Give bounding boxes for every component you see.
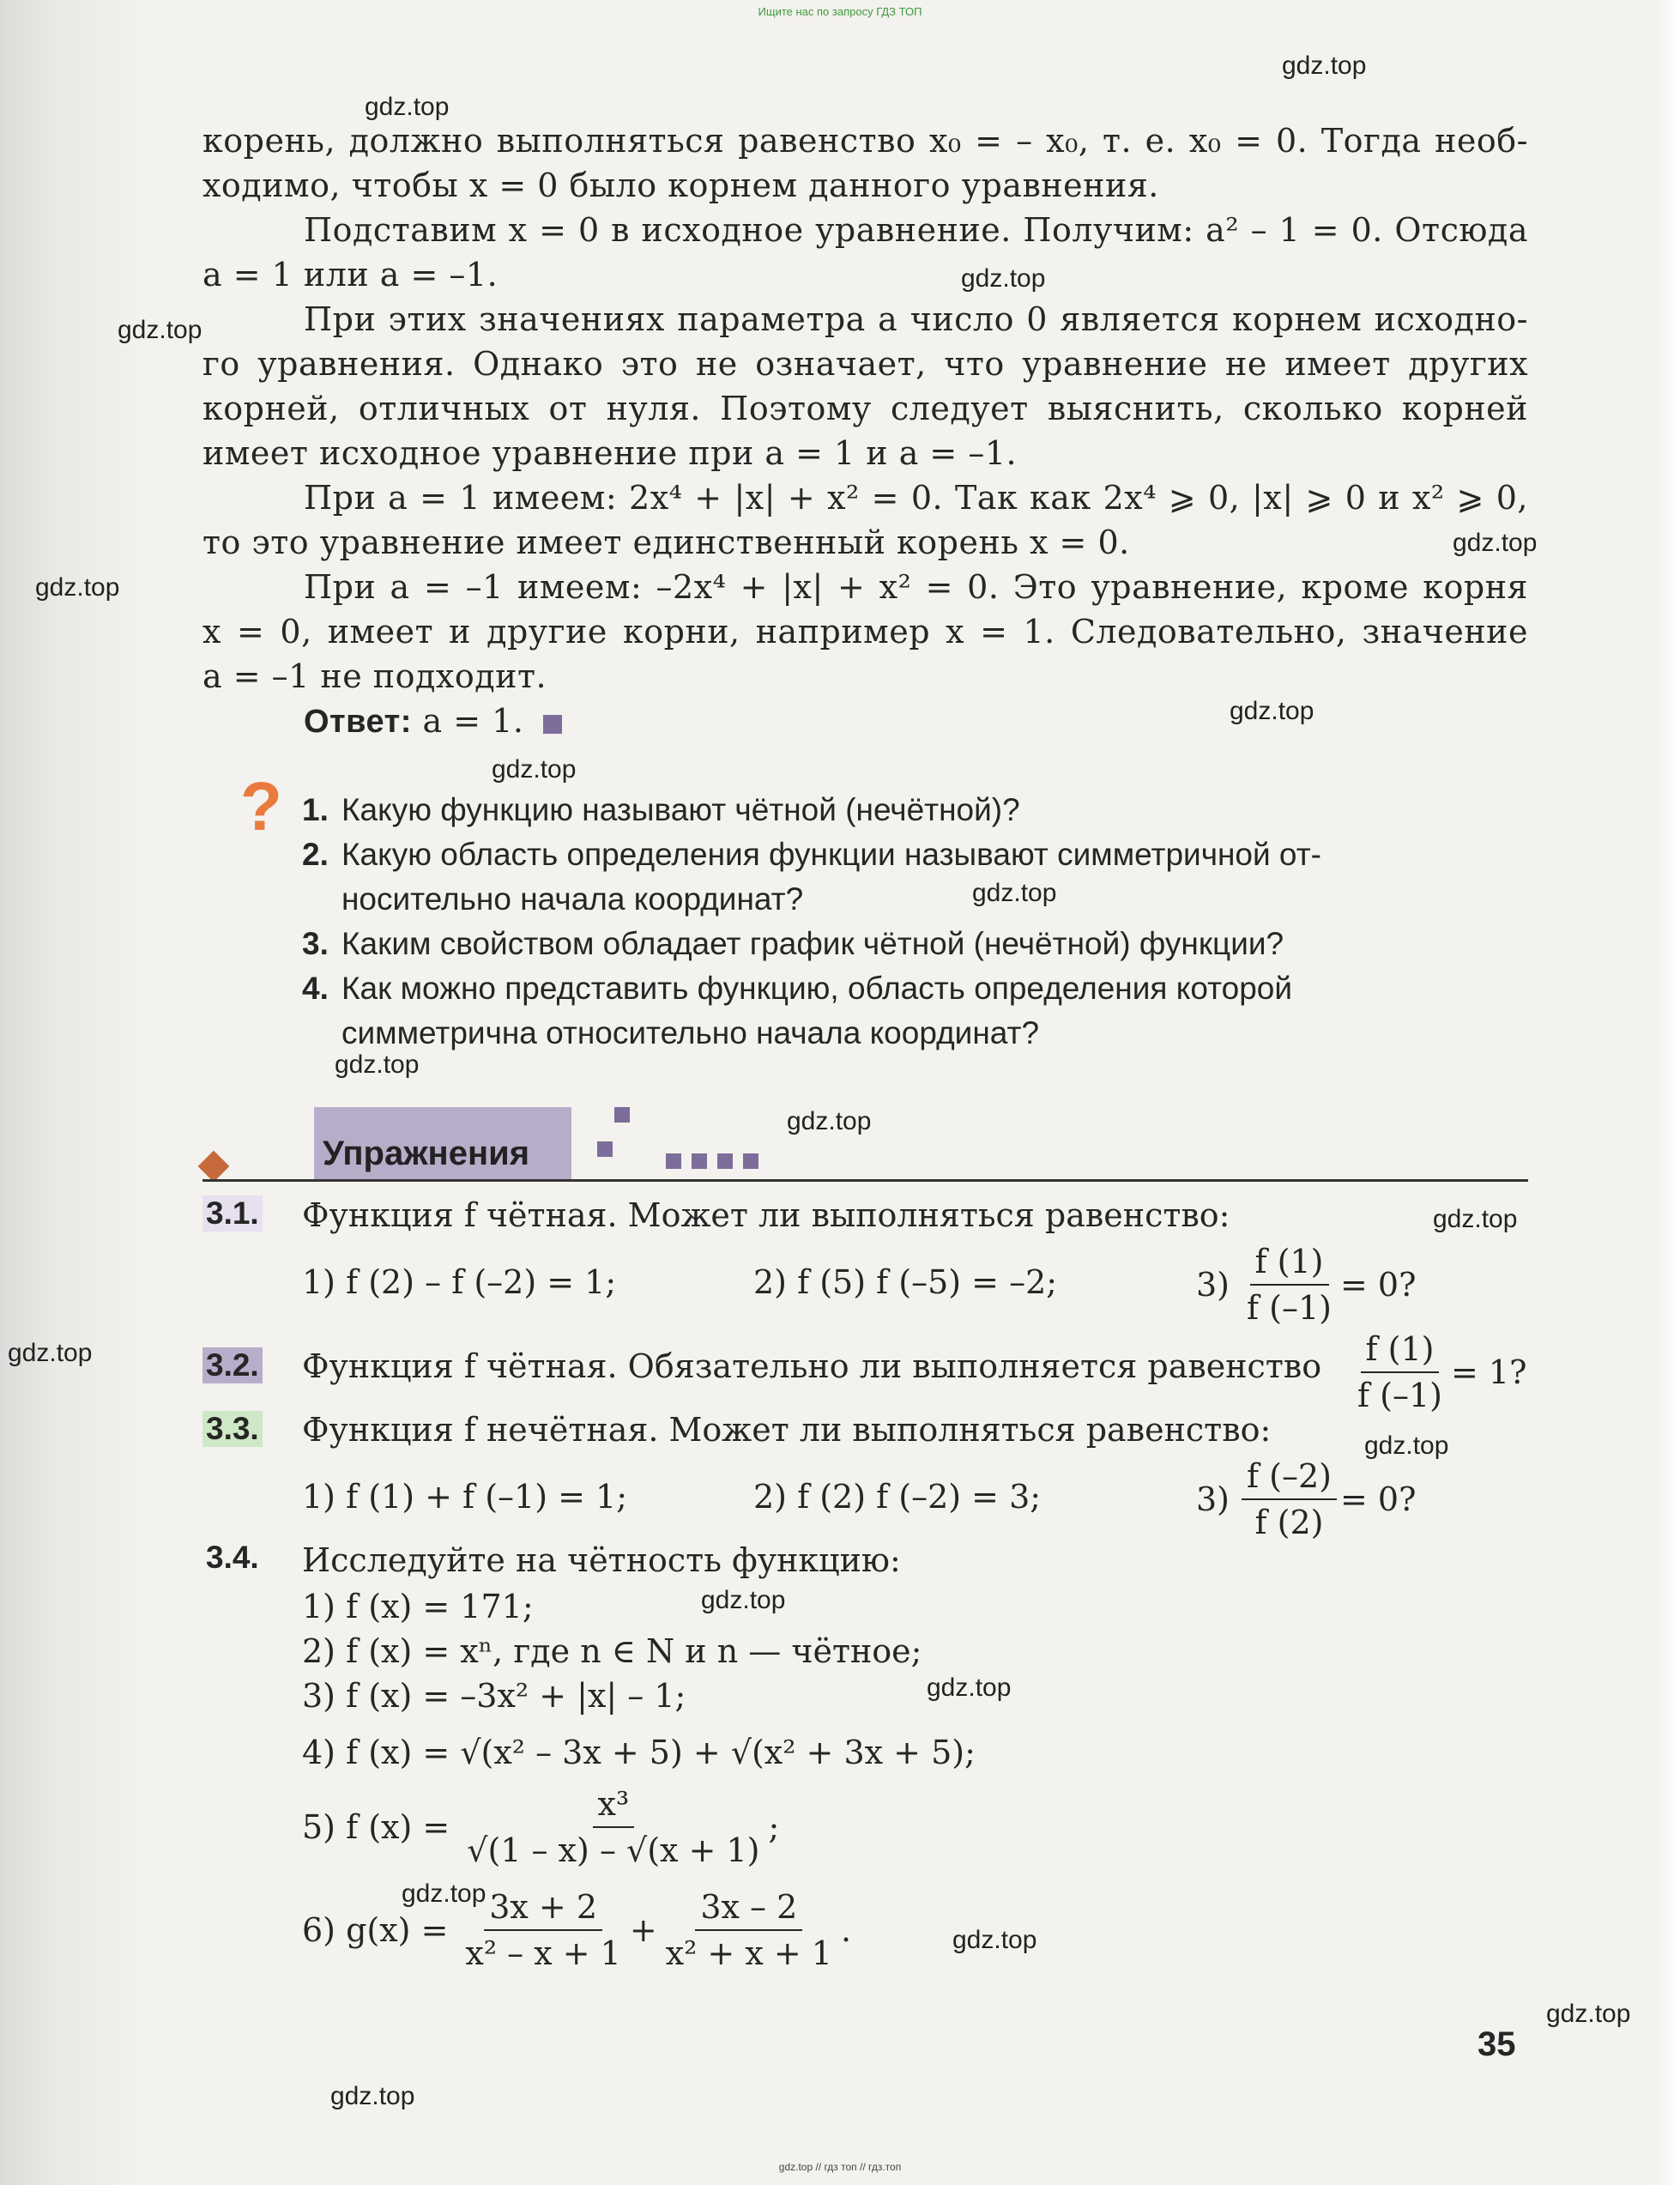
question-item xyxy=(302,832,1529,922)
text-line: корней, отличных от нуля. Поэтому следует выяснить, сколько корней xyxy=(202,390,1528,427)
page-edge xyxy=(1654,0,1680,2185)
top-banner: Ищите нас по запросу ГДЗ ТОП xyxy=(758,5,922,18)
page-number: 35 xyxy=(1478,2025,1516,2063)
fraction-denominator: f (–1) xyxy=(1247,1289,1332,1327)
question-text: Какую функцию называют чётной (нечётной)? xyxy=(341,792,1020,827)
exercise-item: 1) f (1) + f (–1) = 1; xyxy=(302,1478,627,1516)
exercises-title: Упражнения xyxy=(323,1135,530,1172)
bottom-banner: gdz.top // гдз топ // гдз.топ xyxy=(778,2161,902,2173)
decor-square xyxy=(692,1153,707,1169)
text-line: то это уравнение имеет единственный корень x = 0. xyxy=(202,524,1130,561)
item-label: 3) xyxy=(1196,1266,1230,1304)
watermark: gdz.top xyxy=(927,1674,1012,1702)
fraction-denominator: x² – x + 1 xyxy=(465,1934,621,1972)
watermark: gdz.top xyxy=(787,1107,872,1135)
text-line: При этих значениях параметра a число 0 является корнем исходно- xyxy=(304,300,1528,338)
text-line: a = 1 или a = –1. xyxy=(202,256,499,294)
exercise-number: 3.2. xyxy=(202,1347,263,1383)
watermark: gdz.top xyxy=(118,316,202,344)
item-tail: = 1? xyxy=(1450,1353,1527,1391)
question-number: 4. xyxy=(302,971,329,1006)
exercise-item xyxy=(302,1885,851,1976)
review-questions xyxy=(302,788,1529,1056)
item-tail: = 0? xyxy=(1340,1480,1417,1518)
item-label: 3) xyxy=(1196,1480,1230,1518)
question-text: Каким свойством обладает график чётной (нечётной) функции? xyxy=(341,926,1284,961)
text-line: x = 0, имеет и другие корни, например x = 1. Следовательно, значение xyxy=(202,613,1528,651)
watermark: gdz.top xyxy=(972,879,1057,907)
watermark: gdz.top xyxy=(1230,697,1314,725)
plus-sign: + xyxy=(629,1911,657,1949)
fraction-numerator: f (–2) xyxy=(1242,1454,1337,1500)
question-text xyxy=(341,966,1529,1056)
question-text-line: Как можно представить функцию, область определения которой xyxy=(341,971,1293,1006)
answer-line xyxy=(202,699,1528,744)
exercise-item: 3) f (x) = –3x² + |x| – 1; xyxy=(302,1677,686,1715)
question-number: 1. xyxy=(302,792,329,827)
fraction-denominator: x² + x + 1 xyxy=(665,1934,832,1972)
watermark: gdz.top xyxy=(330,2082,415,2110)
question-mark-icon: ? xyxy=(240,768,282,844)
item-label: 5) f (x) = xyxy=(302,1808,450,1846)
question-item xyxy=(302,788,1529,832)
question-text-line: Какую область определения функции называют симметричной от- xyxy=(341,837,1321,872)
exercise-number: 3.1. xyxy=(202,1195,263,1232)
fraction-denominator: f (–1) xyxy=(1357,1377,1442,1414)
fraction-denominator: f (2) xyxy=(1254,1504,1324,1541)
text-line: го уравнения. Однако это не означает, что уравнение не имеет других xyxy=(202,345,1528,383)
exercise-item: 2) f (x) = xⁿ, где n ∈ N и n — чётное; xyxy=(302,1632,922,1670)
diamond-icon xyxy=(198,1151,230,1183)
exercise-formula xyxy=(1349,1327,1526,1418)
decor-square xyxy=(666,1153,681,1169)
end-of-proof-icon xyxy=(543,715,562,734)
watermark: gdz.top xyxy=(961,264,1046,293)
text-line: имеет исходное уравнение при a = 1 и a = –1. xyxy=(202,434,1018,472)
question-number: 2. xyxy=(302,837,329,872)
decor-square xyxy=(614,1107,630,1123)
exercise-item xyxy=(1196,1454,1416,1545)
watermark: gdz.top xyxy=(1546,2000,1631,2028)
text-line: При a = 1 имеем: 2x⁴ + |x| + x² = 0. Так как 2x⁴ ⩾ 0, |x| ⩾ 0 и x² ⩾ 0, xyxy=(304,479,1528,517)
watermark: gdz.top xyxy=(402,1879,486,1908)
exercise-item: 1) f (x) = 171; xyxy=(302,1588,534,1625)
question-number: 3. xyxy=(302,926,329,961)
question-item xyxy=(302,966,1529,1056)
header-rule xyxy=(202,1179,1528,1182)
fraction xyxy=(661,1885,837,1976)
watermark: gdz.top xyxy=(365,93,450,121)
watermark: gdz.top xyxy=(1364,1431,1449,1460)
exercise-number: 3.4. xyxy=(206,1540,259,1575)
exercise-text: Исследуйте на чётность функцию: xyxy=(302,1541,901,1579)
answer-value: a = 1. xyxy=(422,702,524,740)
fraction xyxy=(1352,1327,1447,1418)
decor-square xyxy=(717,1153,733,1169)
exercise-text: Функция f чётная. Может ли выполняться равенство: xyxy=(302,1196,1230,1234)
watermark: gdz.top xyxy=(1453,529,1538,557)
watermark: gdz.top xyxy=(492,755,577,784)
watermark: gdz.top xyxy=(35,573,120,602)
text-line: Подставим x = 0 в исходное уравнение. Получим: a² – 1 = 0. Отсюда xyxy=(304,211,1528,249)
item-tail: . xyxy=(840,1911,852,1949)
question-text-line: носительно начала координат? xyxy=(341,881,804,917)
fraction-numerator: 3x + 2 xyxy=(484,1885,602,1931)
watermark: gdz.top xyxy=(1282,51,1367,80)
fraction xyxy=(1242,1239,1337,1330)
fraction xyxy=(1242,1454,1337,1545)
fraction-denominator: √(1 – x) – √(x + 1) xyxy=(467,1831,760,1869)
watermark: gdz.top xyxy=(335,1050,420,1079)
watermark: gdz.top xyxy=(701,1586,786,1614)
exercise-text: Функция f нечётная. Может ли выполняться равенство: xyxy=(302,1411,1272,1449)
exercise-item: 1) f (2) – f (–2) = 1; xyxy=(302,1263,617,1301)
exercise-item: 2) f (5) f (–5) = –2; xyxy=(753,1263,1058,1301)
exercise-text: Функция f чётная. Обязательно ли выполняется равенство xyxy=(302,1347,1322,1385)
solution-text xyxy=(202,118,1528,744)
fraction-numerator: f (1) xyxy=(1361,1327,1440,1373)
fraction-numerator: x³ xyxy=(593,1782,635,1828)
text-line: ходимо, чтобы x = 0 было корнем данного уравнения. xyxy=(202,166,1159,204)
exercise-item xyxy=(1196,1239,1416,1330)
exercise-number: 3.3. xyxy=(202,1411,263,1447)
exercise-item: 2) f (2) f (–2) = 3; xyxy=(753,1478,1042,1516)
text-line: a = –1 не подходит. xyxy=(202,657,547,695)
question-text-line: симметрична относительно начала координат? xyxy=(341,1015,1040,1050)
item-tail: ; xyxy=(768,1808,780,1846)
question-item xyxy=(302,922,1529,966)
item-tail: = 0? xyxy=(1340,1266,1417,1304)
fraction xyxy=(462,1782,764,1873)
decor-square xyxy=(743,1153,758,1169)
item-label: 6) g(x) = xyxy=(302,1911,449,1949)
fraction-numerator: 3x – 2 xyxy=(695,1885,802,1931)
watermark: gdz.top xyxy=(1433,1205,1518,1233)
text-line: При a = –1 имеем: –2x⁴ + |x| + x² = 0. Это уравнение, кроме корня xyxy=(304,568,1528,606)
fraction-numerator: f (1) xyxy=(1250,1239,1329,1286)
watermark: gdz.top xyxy=(8,1339,93,1367)
decor-square xyxy=(597,1141,613,1157)
watermark: gdz.top xyxy=(952,1926,1037,1954)
exercise-item: 4) f (x) = √(x² – 3x + 5) + √(x² + 3x + 5); xyxy=(302,1734,976,1771)
text-line: корень, должно выполняться равенство x₀ = – x₀, т. е. x₀ = 0. Тогда необ- xyxy=(202,122,1528,160)
question-text xyxy=(341,832,1529,922)
exercise-item xyxy=(302,1782,779,1873)
answer-label: Ответ: xyxy=(304,704,412,740)
